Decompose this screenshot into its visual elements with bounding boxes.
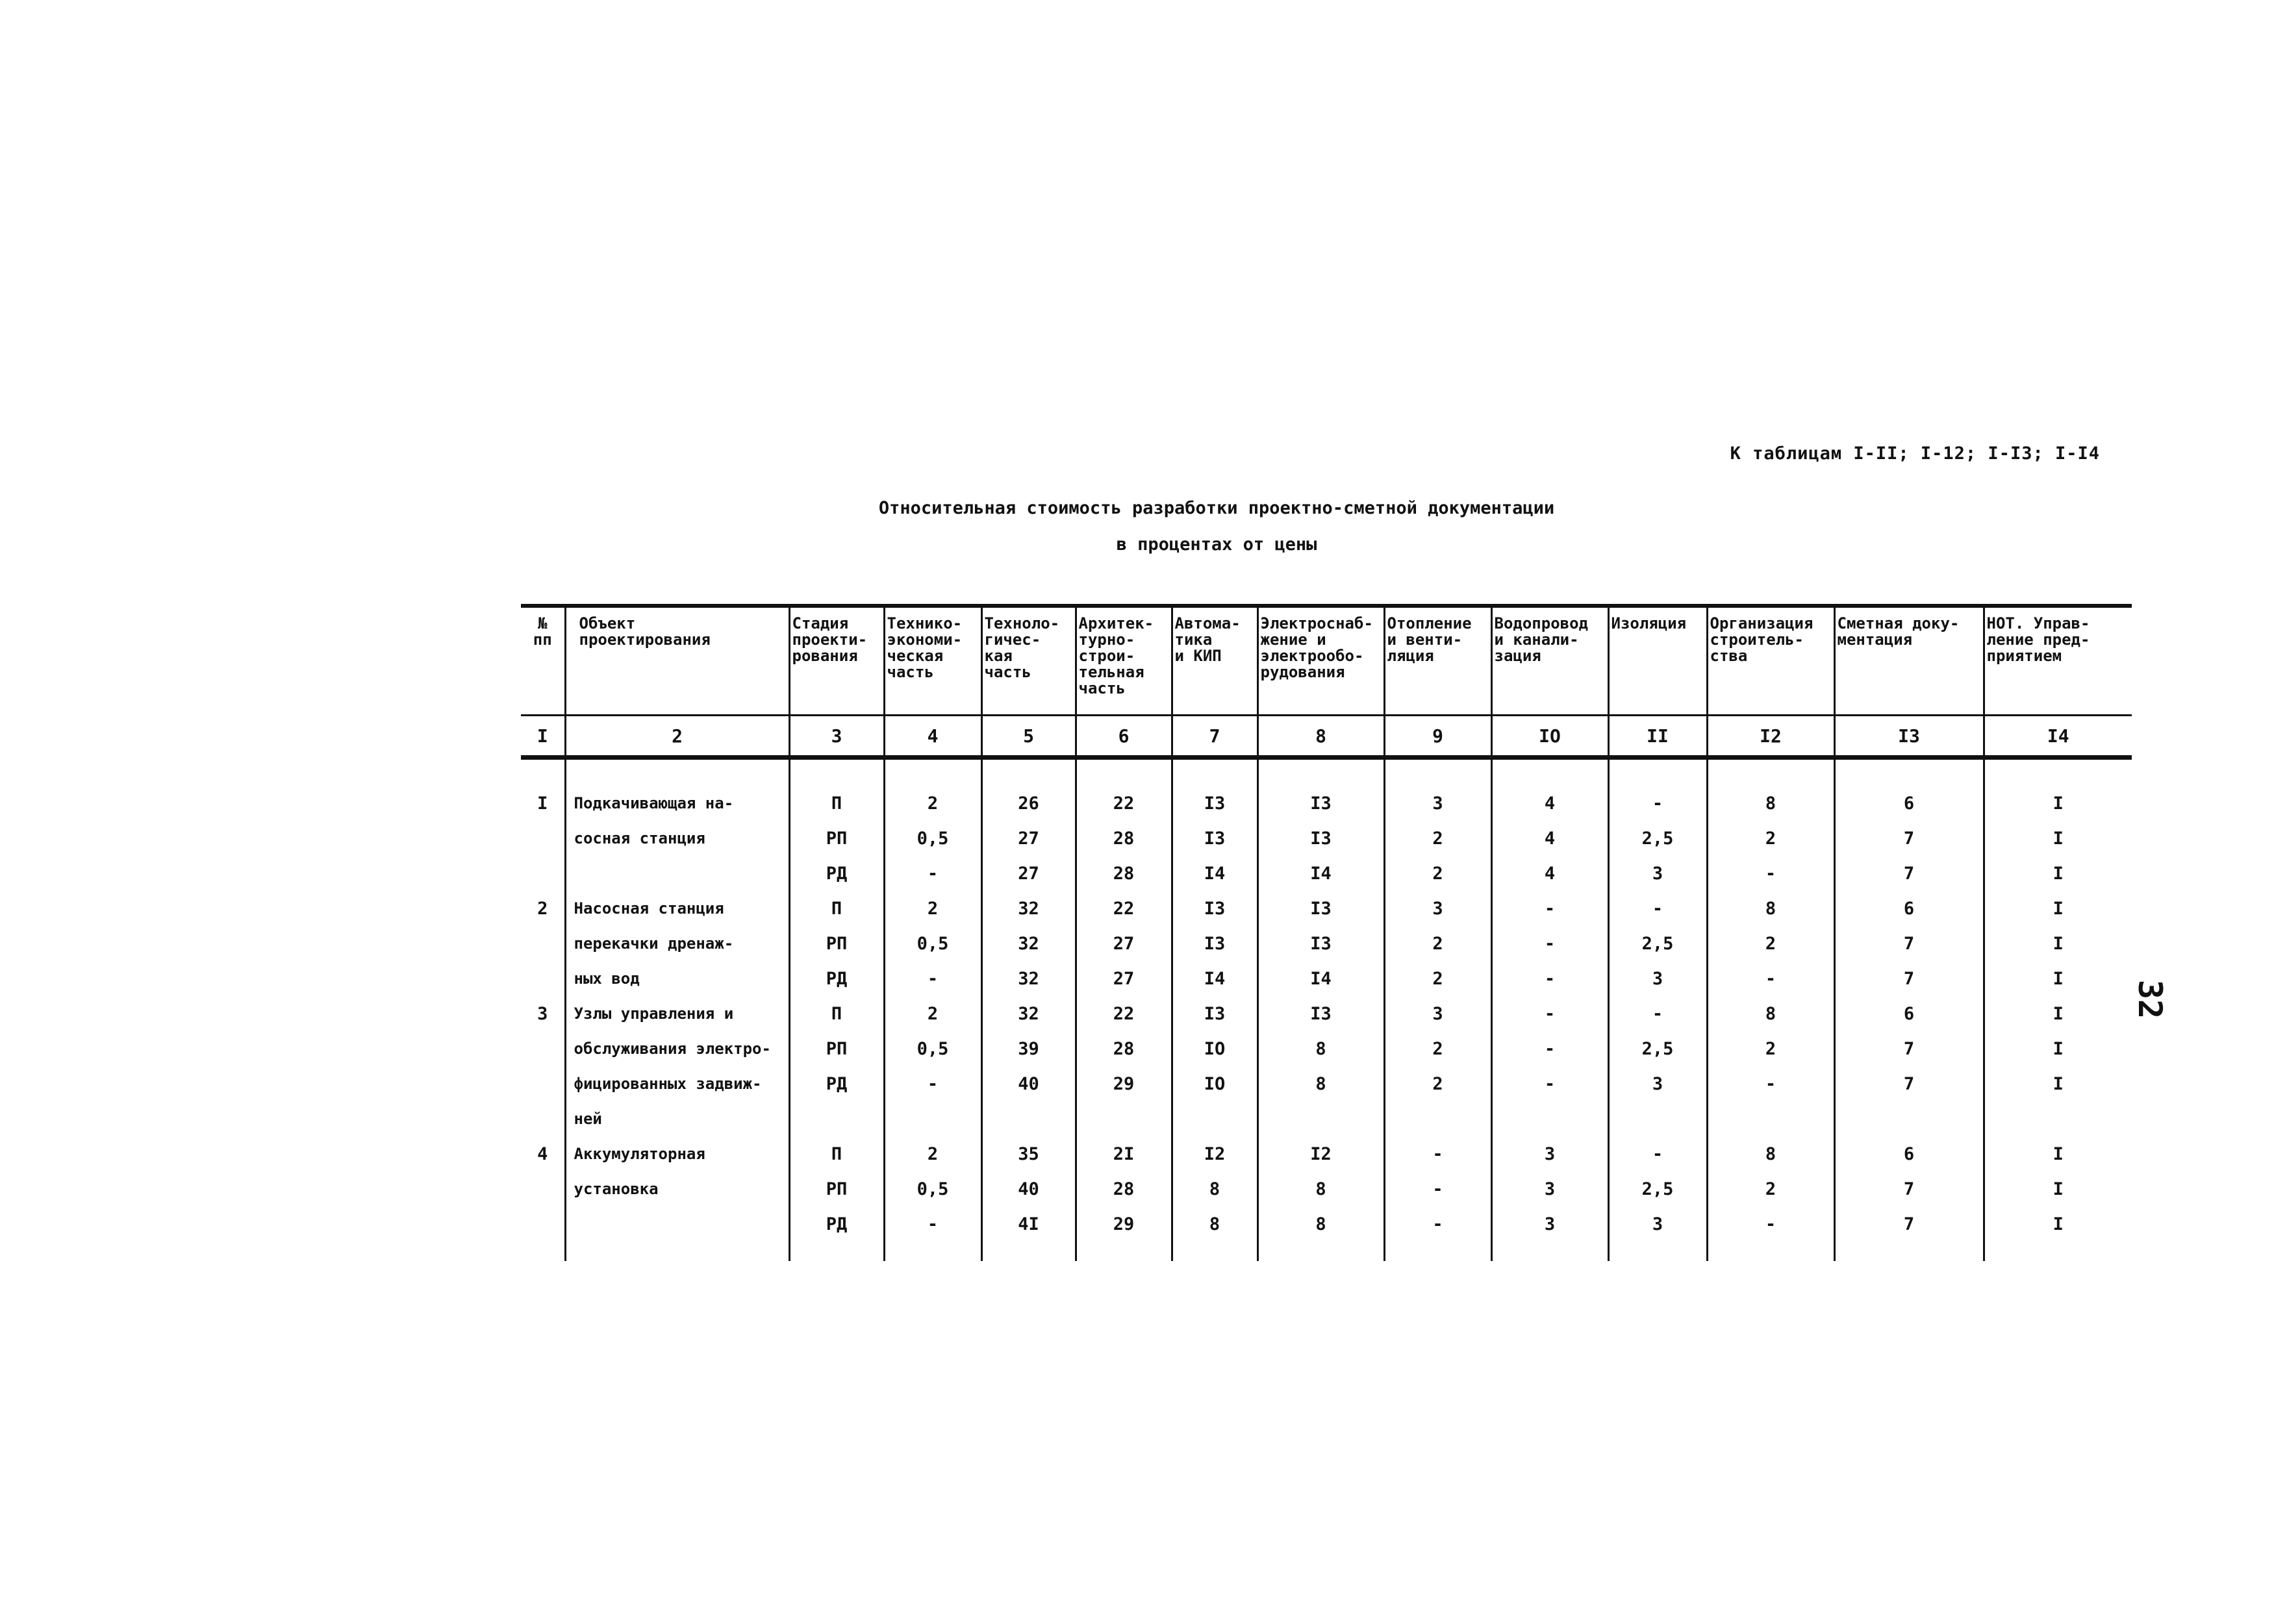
column-header: Сметная доку- ментация [1834, 606, 1984, 716]
table-cell: РД [789, 856, 884, 891]
spacer-cell [521, 758, 565, 786]
table-cell [1707, 1101, 1834, 1136]
column-number: II [1608, 716, 1707, 758]
table-cell: 0,5 [884, 1171, 981, 1206]
table-cell: - [1384, 1136, 1491, 1171]
spacer-cell [1384, 1242, 1491, 1261]
table-cell: П [789, 786, 884, 821]
table-cell: - [1491, 996, 1608, 1031]
table-cell: 7 [1834, 1206, 1984, 1242]
table-cell [1608, 1101, 1707, 1136]
table-cell [1257, 1101, 1384, 1136]
table-row [521, 961, 2132, 996]
spacer-cell [1257, 758, 1384, 786]
table-cell: 8 [1257, 1171, 1384, 1206]
table-cell: 2,5 [1608, 926, 1707, 961]
table-cell: - [1608, 786, 1707, 821]
table-cell: I [1984, 1206, 2132, 1242]
spacer-cell [1076, 1242, 1172, 1261]
table-row [521, 926, 2132, 961]
table-cell: 2 [1384, 926, 1491, 961]
table-cell: 2 [1384, 1031, 1491, 1066]
table-cell: РД [789, 1066, 884, 1101]
table-cell: 7 [1834, 821, 1984, 856]
table-cell: 2 [537, 898, 548, 919]
column-header: Отопление и венти- ляция [1384, 606, 1491, 716]
table-cell: - [1491, 961, 1608, 996]
table-cell: 40 [981, 1066, 1076, 1101]
table-cell: 2 [884, 891, 981, 926]
table-cell: 2 [884, 786, 981, 821]
spacer-cell [1834, 758, 1984, 786]
table-cell: I [1984, 1136, 2132, 1171]
table-cell: 6 [1834, 786, 1984, 821]
object-cell: Узлы управления и [565, 996, 789, 1031]
table-cell: 8 [1257, 1031, 1384, 1066]
table-cell: I [1984, 786, 2132, 821]
table-cell: - [1384, 1171, 1491, 1206]
object-cell: перекачки дренаж- [565, 926, 789, 961]
table-cell [521, 1031, 565, 1066]
table-cell: 3 [1608, 856, 1707, 891]
table-cell: - [1491, 1066, 1608, 1101]
table-cell [521, 1171, 565, 1206]
table-cell [884, 1101, 981, 1136]
column-header: Техноло- гичес- кая часть [981, 606, 1076, 716]
spacer-row [521, 1242, 2132, 1261]
table-cell: I [1984, 856, 2132, 891]
table-cell: 2 [1707, 821, 1834, 856]
table-cell [521, 1101, 565, 1136]
table-cell: 8 [1172, 1206, 1257, 1242]
document-title: Относительная стоимость разработки проектно-сметной документации [878, 498, 1555, 518]
table-cell: 32 [981, 926, 1076, 961]
table-cell: - [884, 961, 981, 996]
table-cell: 2 [1707, 926, 1834, 961]
table-cell: I4 [1172, 856, 1257, 891]
table-cell: I4 [1257, 856, 1384, 891]
table-cell: 7 [1834, 1031, 1984, 1066]
table-cell: 3 [1491, 1171, 1608, 1206]
page-number: 32 [2131, 979, 2169, 1019]
spacer-cell [1608, 758, 1707, 786]
object-cell: Подкачивающая на- [565, 786, 789, 821]
column-number: 3 [789, 716, 884, 758]
table-cell: 4I [981, 1206, 1076, 1242]
table-cell: 3 [1491, 1136, 1608, 1171]
table-cell: 28 [1076, 1031, 1172, 1066]
table-cell: 0,5 [884, 1031, 981, 1066]
table-cell: П [789, 1136, 884, 1171]
spacer-cell [1491, 1242, 1608, 1261]
table-cell: I [1984, 1066, 2132, 1101]
table-cell: 32 [981, 961, 1076, 996]
table-cell: 32 [981, 891, 1076, 926]
table-cell: РП [789, 821, 884, 856]
spacer-cell [1608, 1242, 1707, 1261]
spacer-cell [981, 1242, 1076, 1261]
table-cell [789, 1101, 884, 1136]
table-cell [521, 1066, 565, 1101]
spacer-cell [1076, 758, 1172, 786]
spacer-row [521, 758, 2132, 786]
table-cell: 40 [981, 1171, 1076, 1206]
column-header: Технико- экономи- ческая часть [884, 606, 981, 716]
table-cell: - [1384, 1206, 1491, 1242]
spacer-cell [1172, 758, 1257, 786]
table-cell: - [1608, 1136, 1707, 1171]
table-cell: РП [789, 1171, 884, 1206]
table-row [521, 1031, 2132, 1066]
table-cell: 22 [1076, 996, 1172, 1031]
table-cell: 8 [1707, 786, 1834, 821]
table-cell: 3 [1608, 1066, 1707, 1101]
table-cell: - [1491, 926, 1608, 961]
table-cell: I3 [1257, 786, 1384, 821]
table-cell: 4 [1491, 856, 1608, 891]
table-cell: 2 [884, 1136, 981, 1171]
table-cell: 3 [537, 1003, 548, 1024]
object-cell: фицированных задвиж- [565, 1066, 789, 1101]
column-header: Водопровод и канали- зация [1491, 606, 1608, 716]
table-cell: 28 [1076, 1171, 1172, 1206]
table-cell: - [1491, 891, 1608, 926]
column-number: I4 [1984, 716, 2132, 758]
table-cell: 4 [1491, 821, 1608, 856]
table-cell: 22 [1076, 786, 1172, 821]
table-cell: I3 [1172, 891, 1257, 926]
table-cell: I3 [1172, 926, 1257, 961]
table-cell: 26 [981, 786, 1076, 821]
table-cell: 2 [1707, 1171, 1834, 1206]
column-number: 5 [981, 716, 1076, 758]
column-number: 8 [1257, 716, 1384, 758]
table-row [521, 856, 2132, 891]
spacer-cell [884, 758, 981, 786]
table-cell [981, 1101, 1076, 1136]
object-cell: сосная станция [565, 821, 789, 856]
table-cell: I3 [1257, 996, 1384, 1031]
column-header: НОТ. Управ- ление пред- приятием [1984, 606, 2132, 716]
table-cell: I2 [1172, 1136, 1257, 1171]
table-cell: - [1707, 1066, 1834, 1101]
table-cell: 7 [1834, 961, 1984, 996]
object-cell: обслуживания электро- [565, 1031, 789, 1066]
table-cell: 3 [1491, 1206, 1608, 1242]
column-header: Объект проектирования [565, 606, 789, 716]
spacer-cell [789, 1242, 884, 1261]
column-header: Организация строитель- ства [1707, 606, 1834, 716]
table-cell: 2,5 [1608, 821, 1707, 856]
table-cell: 27 [981, 856, 1076, 891]
table-cell: 4 [1491, 786, 1608, 821]
table-cell: 4 [537, 1143, 548, 1164]
table-cell: 7 [1834, 1171, 1984, 1206]
table-cell: 2 [1384, 856, 1491, 891]
object-cell: Насосная станция [565, 891, 789, 926]
table-cell: 0,5 [884, 821, 981, 856]
table-cell: 8 [1707, 996, 1834, 1031]
table-cell: I4 [1257, 961, 1384, 996]
table-cell: 2 [1384, 961, 1491, 996]
table-cell: 2 [884, 996, 981, 1031]
table-cell: РД [789, 961, 884, 996]
table-cell: 6 [1834, 891, 1984, 926]
table-cell [1172, 1101, 1257, 1136]
column-number: I2 [1707, 716, 1834, 758]
column-number: 4 [884, 716, 981, 758]
column-header: № пп [521, 606, 565, 716]
table-cell: 2I [1076, 1136, 1172, 1171]
table-cell: I2 [1257, 1136, 1384, 1171]
table-cell: 0,5 [884, 926, 981, 961]
spacer-cell [521, 1242, 565, 1261]
column-number: I3 [1834, 716, 1984, 758]
spacer-cell [789, 758, 884, 786]
table-cell: П [789, 996, 884, 1031]
table-row [521, 1206, 2132, 1242]
table-row [521, 786, 2132, 821]
table-cell: I [1984, 1171, 2132, 1206]
table-cell [521, 961, 565, 996]
table-cell: 27 [1076, 961, 1172, 996]
table-cell: РД [789, 1206, 884, 1242]
table-cell [521, 1206, 565, 1242]
table-cell [521, 821, 565, 856]
table-cell: - [1491, 1031, 1608, 1066]
table-cell: 2 [1384, 821, 1491, 856]
table-cell: I [1984, 821, 2132, 856]
column-number: 7 [1172, 716, 1257, 758]
table-cell: 7 [1834, 856, 1984, 891]
table-row [521, 1171, 2132, 1206]
column-number-row [521, 716, 2132, 758]
column-number: IO [1491, 716, 1608, 758]
object-cell: ней [565, 1101, 789, 1136]
spacer-cell [1707, 758, 1834, 786]
cost-table [521, 604, 2132, 1261]
table-cell: I3 [1257, 821, 1384, 856]
table-cell: 39 [981, 1031, 1076, 1066]
table-cell: I4 [1172, 961, 1257, 996]
column-number: 9 [1384, 716, 1491, 758]
table-cell: 7 [1834, 926, 1984, 961]
table-cell: 29 [1076, 1066, 1172, 1101]
table-cell [521, 926, 565, 961]
table-cell: 3 [1384, 891, 1491, 926]
table-cell: I [1984, 996, 2132, 1031]
table-cell: РП [789, 926, 884, 961]
table-cell: - [884, 1066, 981, 1101]
table-cell: 6 [1834, 1136, 1984, 1171]
column-number: 2 [565, 716, 789, 758]
table-cell: 28 [1076, 856, 1172, 891]
spacer-cell [1384, 758, 1491, 786]
table-cell: 32 [981, 996, 1076, 1031]
table-cell: 7 [1834, 1066, 1984, 1101]
spacer-cell [981, 758, 1076, 786]
table-row [521, 996, 2132, 1031]
table-cell: - [884, 1206, 981, 1242]
column-header: Стадия проекти- рования [789, 606, 884, 716]
column-header: Архитек- турно- строи- тельная часть [1076, 606, 1172, 716]
spacer-cell [884, 1242, 981, 1261]
table-reference: К таблицам I-II; I-12; I-I3; I-I4 [1730, 443, 2100, 464]
table-cell: 8 [1707, 891, 1834, 926]
table-cell: - [884, 856, 981, 891]
table-cell: РП [789, 1031, 884, 1066]
object-cell: установка [565, 1171, 789, 1206]
header-row [521, 606, 2132, 716]
spacer-cell [1834, 1242, 1984, 1261]
table-cell: 3 [1384, 786, 1491, 821]
object-cell: ных вод [565, 961, 789, 996]
spacer-cell [565, 758, 789, 786]
table-cell: 27 [981, 821, 1076, 856]
table-row [521, 1101, 2132, 1136]
table-row [521, 821, 2132, 856]
table-cell [1384, 1101, 1491, 1136]
table-cell: 29 [1076, 1206, 1172, 1242]
table-cell: - [1707, 961, 1834, 996]
table-row [521, 1066, 2132, 1101]
table-row [521, 891, 2132, 926]
table-cell: 28 [1076, 821, 1172, 856]
spacer-cell [1172, 1242, 1257, 1261]
table-cell: 8 [1707, 1136, 1834, 1171]
column-header: Изоляция [1608, 606, 1707, 716]
table-body [521, 606, 2132, 1261]
table-cell: - [1608, 891, 1707, 926]
object-cell [565, 856, 789, 891]
table-cell [521, 856, 565, 891]
table-cell: 6 [1834, 996, 1984, 1031]
table-cell: - [1608, 996, 1707, 1031]
table-cell: I3 [1257, 926, 1384, 961]
column-header: Автома- тика и КИП [1172, 606, 1257, 716]
column-header: Электроснаб- жение и электрообо- рудования [1257, 606, 1384, 716]
spacer-cell [1257, 1242, 1384, 1261]
table-cell: 8 [1172, 1171, 1257, 1206]
table-cell: 3 [1608, 961, 1707, 996]
table-cell: I [1984, 1031, 2132, 1066]
column-number: I [521, 716, 565, 758]
table-cell: IO [1172, 1031, 1257, 1066]
table-cell: 8 [1257, 1206, 1384, 1242]
table-cell [1076, 1101, 1172, 1136]
column-number: 6 [1076, 716, 1172, 758]
table-row [521, 1136, 2132, 1171]
object-cell: Аккумуляторная [565, 1136, 789, 1171]
table-cell: 2 [1384, 1066, 1491, 1101]
spacer-cell [1707, 1242, 1834, 1261]
table-cell: I3 [1172, 786, 1257, 821]
table-cell [1984, 1101, 2132, 1136]
table-cell: 8 [1257, 1066, 1384, 1101]
table-cell: IO [1172, 1066, 1257, 1101]
table-cell: - [1707, 856, 1834, 891]
table-cell: I [1984, 926, 2132, 961]
spacer-cell [1984, 1242, 2132, 1261]
table-cell: П [789, 891, 884, 926]
table-cell: 3 [1608, 1206, 1707, 1242]
table-cell: 2,5 [1608, 1031, 1707, 1066]
spacer-cell [1984, 758, 2132, 786]
table-cell: I3 [1172, 821, 1257, 856]
object-cell [565, 1206, 789, 1242]
document-subtitle: в процентах от цены [1116, 534, 1317, 555]
table-cell: 3 [1384, 996, 1491, 1031]
table-cell: 27 [1076, 926, 1172, 961]
table-cell: 22 [1076, 891, 1172, 926]
table-cell: I [537, 793, 548, 814]
table-cell: - [1707, 1206, 1834, 1242]
table-cell: I3 [1257, 891, 1384, 926]
table-cell: 2 [1707, 1031, 1834, 1066]
table-cell: I [1984, 891, 2132, 926]
table-cell [1491, 1101, 1608, 1136]
table-cell [1834, 1101, 1984, 1136]
table-cell: 2,5 [1608, 1171, 1707, 1206]
table-cell: I [1984, 961, 2132, 996]
table-cell: I3 [1172, 996, 1257, 1031]
spacer-cell [1491, 758, 1608, 786]
table-cell: 35 [981, 1136, 1076, 1171]
spacer-cell [565, 1242, 789, 1261]
